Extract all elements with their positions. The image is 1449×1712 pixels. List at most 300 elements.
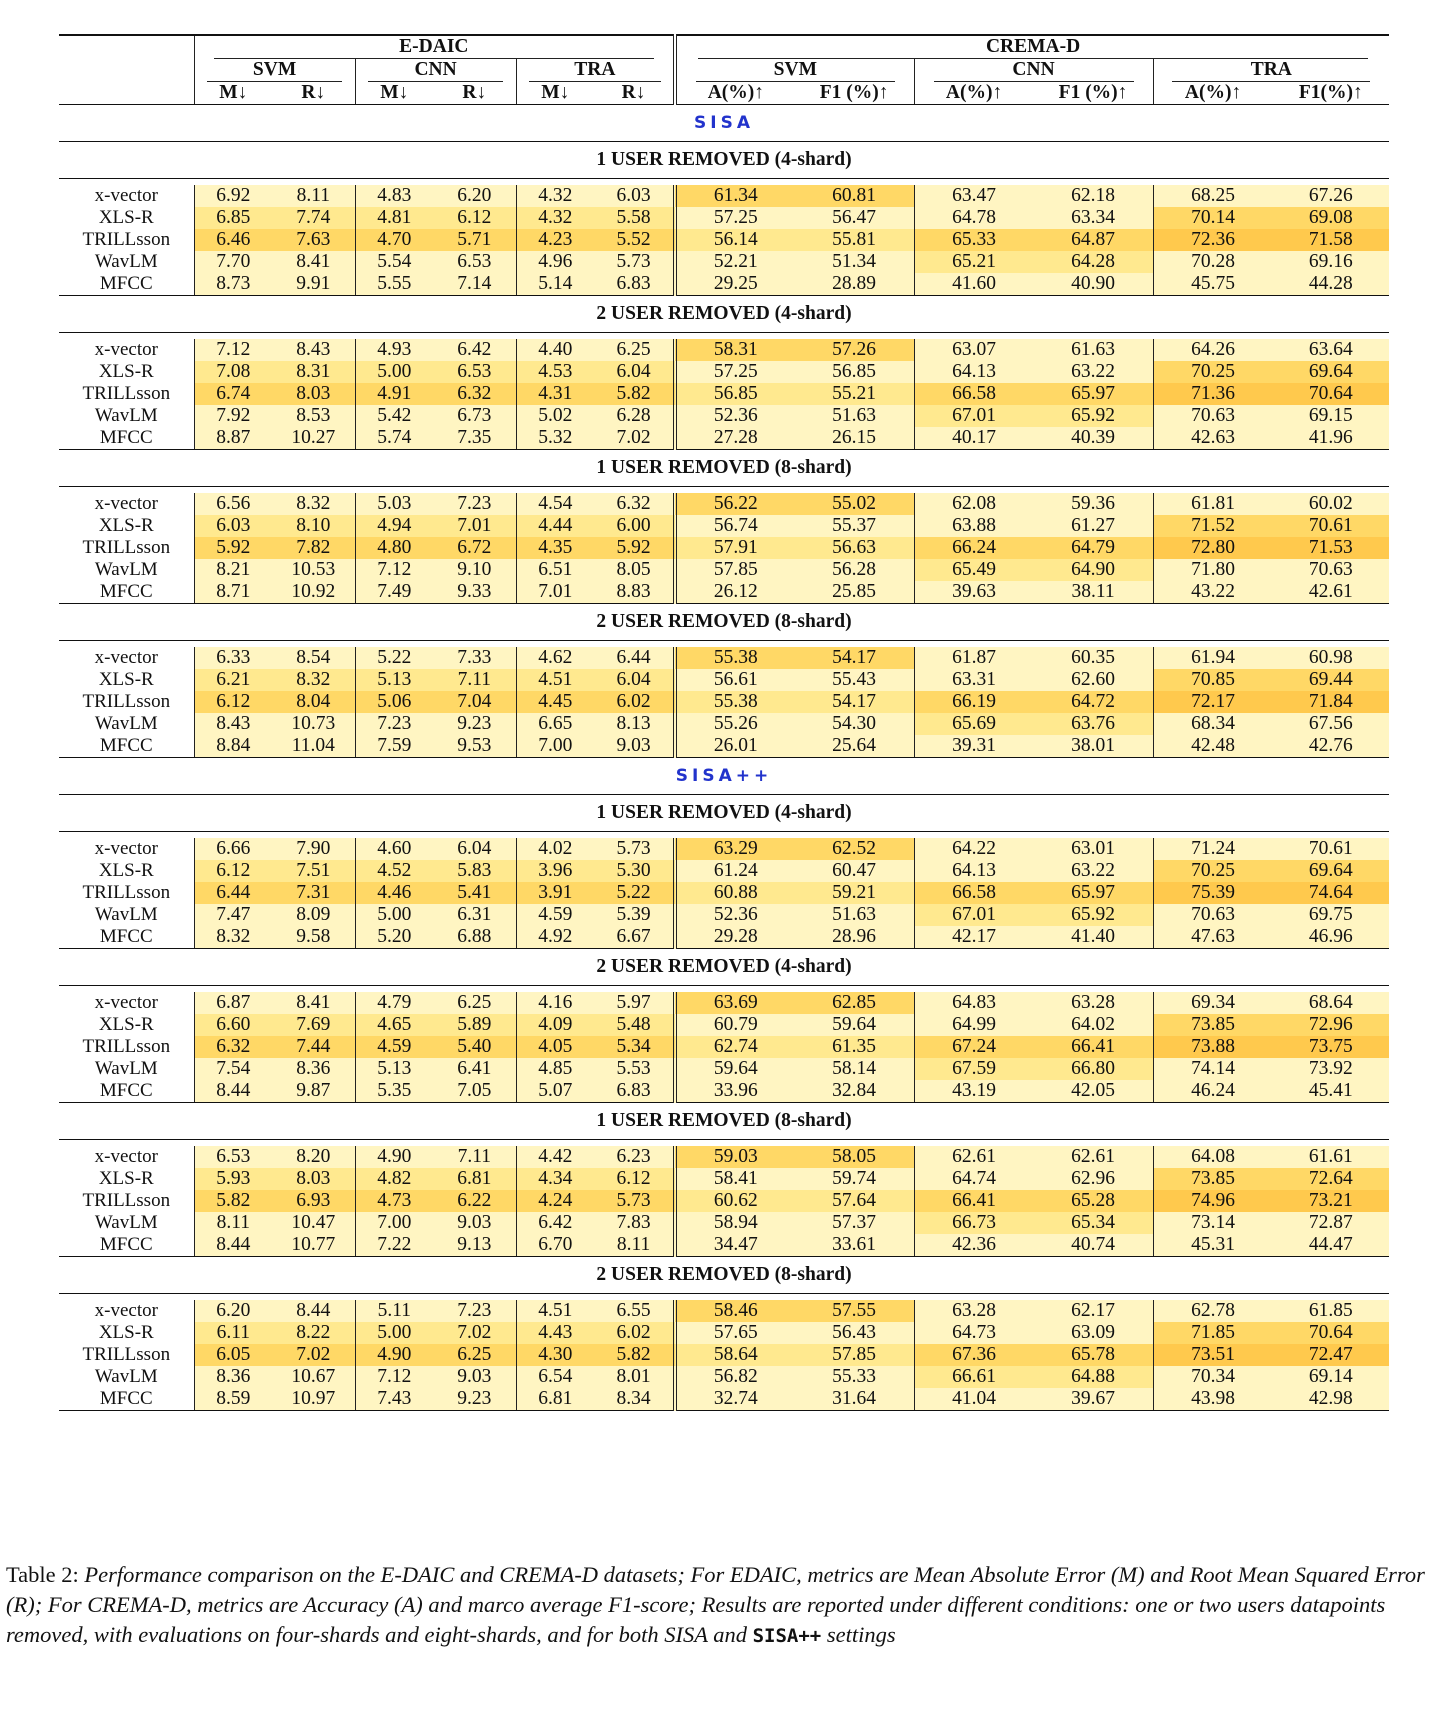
table-cell: 6.53 (433, 361, 516, 383)
table-cell: 62.17 (1034, 1300, 1153, 1322)
table-cell: 9.58 (272, 926, 355, 949)
table-cell: 6.25 (433, 1344, 516, 1366)
table-cell: 5.02 (516, 405, 594, 427)
table-cell: 58.94 (675, 1212, 794, 1234)
table-cell: 8.44 (194, 1080, 272, 1103)
table-cell: 72.47 (1273, 1344, 1389, 1366)
table-cell: 6.12 (433, 207, 516, 229)
table-cell: 56.85 (675, 383, 794, 405)
table-cell: 62.85 (795, 992, 914, 1014)
table-cell: 8.03 (272, 1168, 355, 1190)
feature-model-label: MFCC (59, 926, 194, 949)
table-cell: 4.51 (516, 669, 594, 691)
table-cell: 5.06 (355, 691, 433, 713)
table-cell: 8.10 (272, 515, 355, 537)
feature-model-label: MFCC (59, 735, 194, 758)
feature-model-label: x-vector (94, 339, 158, 360)
table-cell: 31.64 (795, 1388, 914, 1411)
table-cell: 4.94 (355, 515, 433, 537)
table-cell: 4.59 (516, 904, 594, 926)
table-cell: 67.59 (914, 1058, 1033, 1080)
table-cell: 64.87 (1034, 229, 1153, 251)
table-cell: 4.59 (355, 1036, 433, 1058)
metric-header: F1(%)↑ (1273, 82, 1389, 105)
table-cell: 8.34 (594, 1388, 675, 1411)
table-cell: 45.75 (1153, 273, 1272, 296)
table-cell: 6.85 (194, 207, 272, 229)
table-cell: 64.08 (1153, 1146, 1272, 1168)
table-cell: 57.25 (675, 207, 794, 229)
table-cell: 10.67 (272, 1366, 355, 1388)
table-cell: 6.12 (194, 691, 272, 713)
table-row (59, 273, 1389, 296)
table-cell: 7.49 (355, 581, 433, 604)
table-cell: 7.11 (433, 1146, 516, 1168)
table-cell: 5.41 (433, 882, 516, 904)
table-cell: 6.56 (194, 493, 272, 515)
table-cell: 65.28 (1034, 1190, 1153, 1212)
table-cell: 10.73 (272, 713, 355, 735)
table-cell: 7.04 (433, 691, 516, 713)
table-cell: 26.12 (675, 581, 794, 604)
table-row (59, 691, 1389, 713)
table-cell: 64.90 (1034, 559, 1153, 581)
table-cell: 55.21 (795, 383, 914, 405)
table-cell: 62.78 (1153, 1300, 1272, 1322)
table-cell: 5.55 (355, 273, 433, 296)
table-cell: 6.44 (194, 882, 272, 904)
feature-model-label: XLS-R (98, 860, 154, 881)
table-cell: 55.38 (675, 647, 794, 669)
table-cell: 42.17 (914, 926, 1033, 949)
table-cell: 70.14 (1153, 207, 1272, 229)
table-cell: 57.65 (675, 1322, 794, 1344)
feature-model-label: TRILLsson (82, 1344, 171, 1365)
table-cell: 67.01 (914, 405, 1033, 427)
table-cell: 10.97 (272, 1388, 355, 1411)
metric-header: R↓ (594, 82, 675, 105)
table-cell: 5.40 (433, 1036, 516, 1058)
table-row (59, 838, 1389, 860)
table-cell: 59.21 (795, 882, 914, 904)
table-cell: 5.97 (594, 992, 675, 1014)
table-cell: 7.00 (355, 1212, 433, 1234)
table-cell: 70.61 (1273, 515, 1389, 537)
table-cell: 70.25 (1153, 361, 1272, 383)
table-cell: 69.16 (1273, 251, 1389, 273)
table-cell: 60.47 (795, 860, 914, 882)
table-cell: 4.05 (516, 1036, 594, 1058)
table-cell: 6.12 (594, 1168, 675, 1190)
table-cell: 6.04 (594, 669, 675, 691)
table-cell: 6.23 (594, 1146, 675, 1168)
table-cell: 7.02 (594, 427, 675, 450)
table-cell: 74.96 (1153, 1190, 1272, 1212)
feature-model-label: XLS-R (98, 207, 154, 228)
table-cell: 7.22 (355, 1234, 433, 1257)
table-cell: 61.61 (1273, 1146, 1389, 1168)
table-cell: 4.70 (355, 229, 433, 251)
table-caption (6, 1560, 1446, 1651)
model-header-cnn-cremad: CNN (914, 59, 1153, 82)
table-cell: 62.52 (795, 838, 914, 860)
table-cell: 63.29 (675, 838, 794, 860)
table-cell: 4.62 (516, 647, 594, 669)
table-cell: 68.25 (1153, 185, 1272, 207)
table-cell: 73.75 (1273, 1036, 1389, 1058)
table-cell: 64.26 (1153, 339, 1272, 361)
table-cell: 3.96 (516, 860, 594, 882)
table-cell: 45.31 (1153, 1234, 1272, 1257)
table-cell: 67.01 (914, 904, 1033, 926)
table-cell: 55.43 (795, 669, 914, 691)
table-cell: 66.19 (914, 691, 1033, 713)
table-cell: 75.39 (1153, 882, 1272, 904)
table-cell: 6.03 (194, 515, 272, 537)
table-cell: 61.34 (675, 185, 794, 207)
table-row (59, 1234, 1389, 1257)
feature-model-label: TRILLsson (82, 383, 171, 404)
table-cell: 55.26 (675, 713, 794, 735)
table-row (59, 207, 1389, 229)
table-cell: 68.64 (1273, 992, 1389, 1014)
table-cell: 71.58 (1273, 229, 1389, 251)
table-cell: 33.96 (675, 1080, 794, 1103)
table-cell: 55.38 (675, 691, 794, 713)
table-cell: 4.30 (516, 1344, 594, 1366)
table-cell: 54.30 (795, 713, 914, 735)
table-row (59, 1080, 1389, 1103)
table-cell: 60.98 (1273, 647, 1389, 669)
table-cell: 8.84 (194, 735, 272, 758)
table-cell: 8.43 (272, 339, 355, 361)
table-cell: 6.70 (516, 1234, 594, 1257)
table-cell: 5.00 (355, 361, 433, 383)
table-cell: 64.22 (914, 838, 1033, 860)
feature-model-label: XLS-R (98, 669, 154, 690)
table-cell: 7.01 (433, 515, 516, 537)
table-cell: 8.22 (272, 1322, 355, 1344)
table-cell: 7.43 (355, 1388, 433, 1411)
table-cell: 6.05 (194, 1344, 272, 1366)
table-cell: 7.08 (194, 361, 272, 383)
table-cell: 63.28 (914, 1300, 1033, 1322)
table-cell: 62.74 (675, 1036, 794, 1058)
table-cell: 8.87 (194, 427, 272, 450)
table-cell: 7.02 (433, 1322, 516, 1344)
table-cell: 62.60 (1034, 669, 1153, 691)
table-cell: 4.44 (516, 515, 594, 537)
table-cell: 7.90 (272, 838, 355, 860)
table-cell: 61.63 (1034, 339, 1153, 361)
feature-model-label: TRILLsson (82, 229, 171, 250)
table-cell: 8.32 (272, 669, 355, 691)
table-cell: 52.21 (675, 251, 794, 273)
table-cell: 70.85 (1153, 669, 1272, 691)
table-cell: 6.53 (433, 251, 516, 273)
table-cell: 42.63 (1153, 427, 1272, 450)
table-cell: 4.45 (516, 691, 594, 713)
table-cell: 6.53 (194, 1146, 272, 1168)
table-cell: 71.84 (1273, 691, 1389, 713)
table-cell: 5.22 (594, 882, 675, 904)
table-cell: 5.22 (355, 647, 433, 669)
table-cell: 6.66 (194, 838, 272, 860)
table-cell: 5.82 (594, 383, 675, 405)
feature-model-label: MFCC (59, 273, 194, 296)
table-cell: 25.64 (795, 735, 914, 758)
table-cell: 6.25 (433, 992, 516, 1014)
table-cell: 4.79 (355, 992, 433, 1014)
table-cell: 66.41 (914, 1190, 1033, 1212)
table-cell: 5.32 (516, 427, 594, 450)
table-cell: 69.64 (1273, 860, 1389, 882)
table-row (59, 229, 1389, 251)
table-cell: 8.04 (272, 691, 355, 713)
table-cell: 5.82 (194, 1190, 272, 1212)
table-cell: 71.52 (1153, 515, 1272, 537)
table-cell: 44.28 (1273, 273, 1389, 296)
table-cell: 66.41 (1034, 1036, 1153, 1058)
table-cell: 56.82 (675, 1366, 794, 1388)
table-cell: 63.34 (1034, 207, 1153, 229)
metric-header: A(%)↑ (1153, 82, 1272, 105)
table-cell: 6.55 (594, 1300, 675, 1322)
table-cell: 4.34 (516, 1168, 594, 1190)
feature-model-label: x-vector (94, 647, 158, 668)
table-cell: 63.22 (1034, 860, 1153, 882)
table-cell: 6.32 (594, 493, 675, 515)
table-cell: 9.33 (433, 581, 516, 604)
table-cell: 6.33 (194, 647, 272, 669)
table-cell: 10.47 (272, 1212, 355, 1234)
feature-model-label: TRILLsson (82, 1036, 171, 1057)
table-cell: 6.87 (194, 992, 272, 1014)
table-cell: 62.96 (1034, 1168, 1153, 1190)
table-row (59, 1212, 1389, 1234)
table-cell: 4.73 (355, 1190, 433, 1212)
table-cell: 4.46 (355, 882, 433, 904)
table-cell: 58.14 (795, 1058, 914, 1080)
table-cell: 7.23 (355, 713, 433, 735)
table-row (59, 1168, 1389, 1190)
table-cell: 6.25 (594, 339, 675, 361)
table-cell: 56.43 (795, 1322, 914, 1344)
table-cell: 60.62 (675, 1190, 794, 1212)
feature-model-label: TRILLsson (82, 691, 171, 712)
feature-model-label: MFCC (59, 1080, 194, 1103)
table-cell: 6.20 (194, 1300, 272, 1322)
table-cell: 42.48 (1153, 735, 1272, 758)
table-cell: 9.03 (433, 1366, 516, 1388)
table-cell: 42.36 (914, 1234, 1033, 1257)
table-cell: 26.15 (795, 427, 914, 450)
feature-model-label: TRILLsson (82, 1190, 171, 1211)
table-cell: 6.31 (433, 904, 516, 926)
table-cell: 4.43 (516, 1322, 594, 1344)
table-cell: 61.35 (795, 1036, 914, 1058)
table-cell: 4.53 (516, 361, 594, 383)
table-cell: 5.52 (594, 229, 675, 251)
table-cell: 63.76 (1034, 713, 1153, 735)
table-cell: 69.34 (1153, 992, 1272, 1014)
table-cell: 70.63 (1273, 559, 1389, 581)
table-cell: 8.73 (194, 273, 272, 296)
table-cell: 60.79 (675, 1014, 794, 1036)
table-cell: 57.85 (795, 1344, 914, 1366)
table-cell: 4.81 (355, 207, 433, 229)
table-cell: 5.07 (516, 1080, 594, 1103)
table-cell: 65.69 (914, 713, 1033, 735)
table-cell: 64.99 (914, 1014, 1033, 1036)
table-cell: 46.96 (1273, 926, 1389, 949)
table-cell: 57.37 (795, 1212, 914, 1234)
table-cell: 57.25 (675, 361, 794, 383)
table-cell: 6.42 (433, 339, 516, 361)
table-cell: 7.14 (433, 273, 516, 296)
table-cell: 6.74 (194, 383, 272, 405)
table-cell: 4.90 (355, 1344, 433, 1366)
table-cell: 4.82 (355, 1168, 433, 1190)
table-cell: 6.42 (516, 1212, 594, 1234)
table-cell: 5.42 (355, 405, 433, 427)
table-row (59, 1058, 1389, 1080)
feature-model-label: XLS-R (98, 515, 154, 536)
table-cell: 4.96 (516, 251, 594, 273)
table-cell: 73.21 (1273, 1190, 1389, 1212)
table-cell: 51.63 (795, 904, 914, 926)
table-cell: 65.78 (1034, 1344, 1153, 1366)
table-cell: 59.03 (675, 1146, 794, 1168)
table-cell: 6.03 (594, 185, 675, 207)
table-cell: 4.65 (355, 1014, 433, 1036)
table-cell: 57.64 (795, 1190, 914, 1212)
table-cell: 63.47 (914, 185, 1033, 207)
table-cell: 5.92 (194, 537, 272, 559)
table-cell: 57.55 (795, 1300, 914, 1322)
table-cell: 4.83 (355, 185, 433, 207)
condition-header: 1 USER REMOVED (8-shard) (59, 450, 1389, 487)
table-cell: 69.75 (1273, 904, 1389, 926)
feature-model-label: x-vector (94, 1300, 158, 1321)
condition-header: 2 USER REMOVED (8-shard) (59, 1257, 1389, 1294)
table-cell: 66.73 (914, 1212, 1033, 1234)
table-cell: 56.74 (675, 515, 794, 537)
results-table (59, 34, 1389, 1411)
table-cell: 70.28 (1153, 251, 1272, 273)
table-cell: 72.96 (1273, 1014, 1389, 1036)
table-cell: 67.56 (1273, 713, 1389, 735)
table-cell: 8.03 (272, 383, 355, 405)
table-cell: 56.14 (675, 229, 794, 251)
table-cell: 5.53 (594, 1058, 675, 1080)
table-cell: 43.19 (914, 1080, 1033, 1103)
table-row (59, 926, 1389, 949)
table-cell: 58.46 (675, 1300, 794, 1322)
table-header (59, 35, 1389, 105)
metric-header: A(%)↑ (914, 82, 1033, 105)
table-cell: 7.01 (516, 581, 594, 604)
feature-model-label: WavLM (94, 904, 158, 925)
table-cell: 59.74 (795, 1168, 914, 1190)
table-cell: 42.05 (1034, 1080, 1153, 1103)
table-row (59, 860, 1389, 882)
table-row (59, 1190, 1389, 1212)
table-cell: 70.61 (1273, 838, 1389, 860)
table-cell: 8.41 (272, 251, 355, 273)
table-cell: 5.58 (594, 207, 675, 229)
table-cell: 8.43 (194, 713, 272, 735)
table-cell: 40.90 (1034, 273, 1153, 296)
caption-text: Performance comparison on the E-DAIC and CREMA-D datasets; For EDAIC, metrics are Mean Absolute Error (M) and Root Mean Squared Error (R); For CREMA-D, metrics are Accuracy (A) and marco average F1-score; Results are reported under different conditions: one or two users datapoints removed, with evaluations on four-shards and eight-shards, and for both SISA and (6, 1562, 1425, 1647)
table-cell: 59.36 (1034, 493, 1153, 515)
table-cell: 10.92 (272, 581, 355, 604)
table-cell: 63.88 (914, 515, 1033, 537)
feature-model-label: WavLM (94, 405, 158, 426)
table-cell: 65.49 (914, 559, 1033, 581)
table-cell: 4.09 (516, 1014, 594, 1036)
table-cell: 4.24 (516, 1190, 594, 1212)
table-cell: 60.02 (1273, 493, 1389, 515)
method-header: SISA (59, 105, 1389, 142)
table-cell: 52.36 (675, 904, 794, 926)
table-row (59, 1366, 1389, 1388)
table-cell: 63.69 (675, 992, 794, 1014)
table-cell: 42.76 (1273, 735, 1389, 758)
table-cell: 5.39 (594, 904, 675, 926)
table-cell: 55.02 (795, 493, 914, 515)
table-cell: 71.24 (1153, 838, 1272, 860)
table-cell: 8.54 (272, 647, 355, 669)
table-cell: 29.28 (675, 926, 794, 949)
table-cell: 41.04 (914, 1388, 1033, 1411)
table-cell: 56.22 (675, 493, 794, 515)
table-cell: 4.51 (516, 1300, 594, 1322)
feature-model-label: XLS-R (98, 1322, 154, 1343)
feature-model-label: MFCC (59, 1388, 194, 1411)
table-cell: 5.73 (594, 838, 675, 860)
feature-model-label: XLS-R (98, 1014, 154, 1035)
table-cell: 64.78 (914, 207, 1033, 229)
table-cell: 8.71 (194, 581, 272, 604)
table-cell: 8.59 (194, 1388, 272, 1411)
table-cell: 25.85 (795, 581, 914, 604)
feature-model-label: x-vector (94, 493, 158, 514)
table-cell: 27.28 (675, 427, 794, 450)
table-cell: 29.25 (675, 273, 794, 296)
table-cell: 6.46 (194, 229, 272, 251)
table-cell: 41.60 (914, 273, 1033, 296)
table-cell: 71.80 (1153, 559, 1272, 581)
table-cell: 60.81 (795, 185, 914, 207)
table-cell: 72.87 (1273, 1212, 1389, 1234)
table-cell: 65.21 (914, 251, 1033, 273)
table-cell: 28.89 (795, 273, 914, 296)
table-cell: 32.74 (675, 1388, 794, 1411)
table-cell: 8.44 (194, 1234, 272, 1257)
table-cell: 47.63 (1153, 926, 1272, 949)
table-cell: 8.32 (272, 493, 355, 515)
table-cell: 67.26 (1273, 185, 1389, 207)
table-cell: 4.23 (516, 229, 594, 251)
feature-model-label: XLS-R (98, 361, 154, 382)
table-cell: 9.87 (272, 1080, 355, 1103)
table-cell: 68.34 (1153, 713, 1272, 735)
feature-model-label: MFCC (59, 1234, 194, 1257)
table-cell: 8.36 (272, 1058, 355, 1080)
table-cell: 6.44 (594, 647, 675, 669)
table-cell: 52.36 (675, 405, 794, 427)
